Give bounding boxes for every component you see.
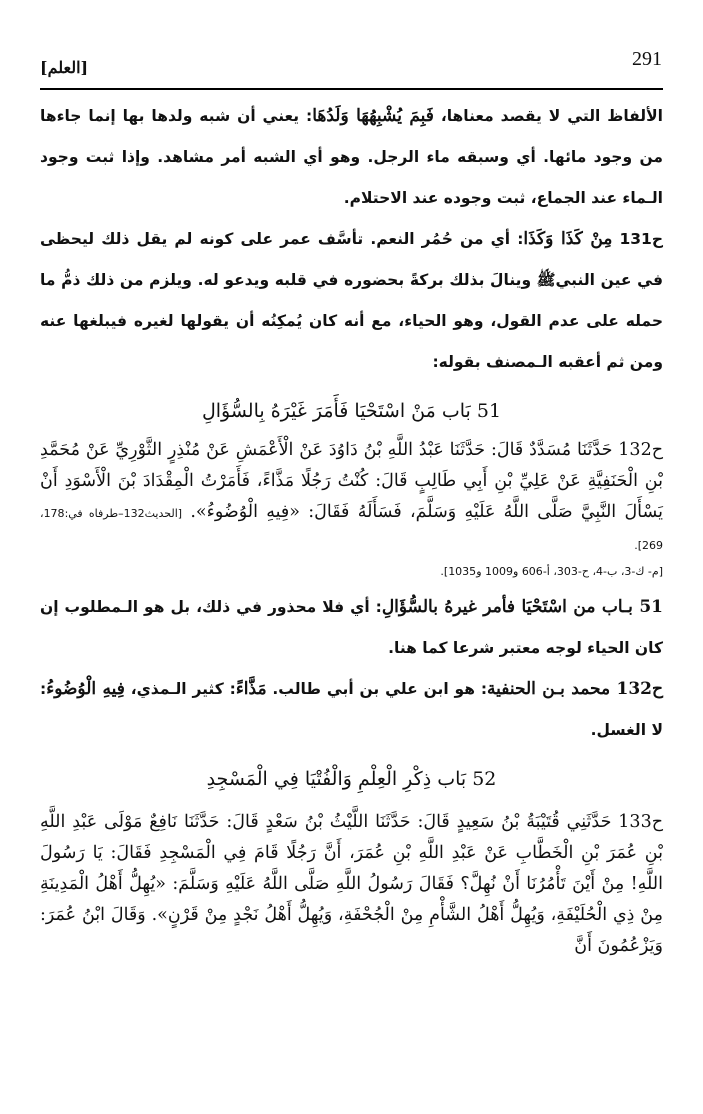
text-run: : كثير الـمذي،	[124, 680, 236, 698]
page-number: 291	[632, 48, 662, 70]
commentary-paragraph	[40, 219, 663, 383]
page-header	[40, 48, 663, 88]
text-run: : أي من حُمُر النعم. تأسَّف عمر على كونه لم يقل ذلك ليحظى في عين النبيﷺ وينالَ بذلك بركةً بحضوره في قلبه ويدعو له. ويلزم من ذلك ذمُّ ما حمله على عدم القول، وهو الحياء، مع أنه كان يُمكِنُه أن يقولها لغيره فيبلغها عنه ومن ثم أعقبه الـمصنف بقوله:	[40, 230, 663, 371]
hadith-body: ح133 حَدَّثَنِي قُتَيْبَةُ بْنُ سَعِيدٍ قَالَ: حَدَّثَنَا اللَّيْثُ بْنُ سَعْدٍ قَالَ: حَدَّثَنَا نَافِعٌ مَوْلَى عَبْدِ اللَّهِ بْنِ عُمَرَ بْنِ الْخَطَّابِ عَنْ عَبْدِ اللَّهِ بْنِ عُمَرَ، أَنَّ رَجُلًا قَامَ فِي الْمَسْجِدِ فَقَالَ: يَا رَسُولَ اللَّهِ! مِنْ أَيْنَ تَأْمُرُنَا أَنْ نُهِلَّ؟ فَقَالَ رَسُولُ اللَّهِ صَلَّى اللَّهُ عَلَيْهِ وَسَلَّمَ: «يُهِلُّ أَهْلُ الْمَدِينَةِ مِنْ ذِي الْحُلَيْفَةِ، وَيُهِلُّ أَهْلُ الشَّأْمِ مِنْ الْجُحْفَةِ، وَيُهِلُّ أَهْلُ نَجْدٍ مِنْ قَرْنٍ». وَقَالَ ابْنُ عُمَرَ: وَيَزْعُمُونَ أَنَّ	[40, 812, 663, 956]
commentary-paragraph	[40, 669, 663, 751]
quoted-phrase: مِنْ كَذَا وَكَذَا	[523, 229, 613, 249]
text-run: : هو ابن علي بن أبي طالب.	[266, 680, 488, 698]
text-run: : أي فلا محذور في ذلك، بل هو الـمطلوب إن كان الحياء لوجه معتبر شرعا كما هنا.	[40, 598, 663, 657]
chapter-heading: 52 بَاب ذِكْرِ الْعِلْمِ وَالْفُتْيَا فِي الْمَسْجِدِ	[206, 768, 497, 790]
header-divider	[40, 88, 663, 90]
commentary-paragraph	[40, 587, 663, 669]
hadith-reference: [الحديث132–طرفاه في:178، 269].	[40, 507, 663, 552]
hadith-body: ح132 حَدَّثَنَا مُسَدَّدٌ قَالَ: حَدَّثَنَا عَبْدُ اللَّهِ بْنُ دَاوُدَ عَنْ الْأَعْمَشِ عَنْ مُنْذِرٍ الثَّوْرِيِّ عَنْ مُحَمَّدِ بْنِ الْحَنَفِيَّةِ عَنْ عَلِيِّ بْنِ أَبِي طَالِبٍ قَالَ: كُنْتُ رَجُلًا مَذَّاءً، فَأَمَرْتُ الْمِقْدَادَ بْنَ الْأَسْوَدِ أَنْ يَسْأَلَ النَّبِيَّ صَلَّى اللَّهُ عَلَيْهِ وَسَلَّمَ، فَسَأَلَهُ فَقَالَ: «فِيهِ الْوُضُوءُ».	[40, 440, 663, 522]
running-title: [العلم]	[40, 58, 89, 77]
text-run: الألفاظ التي لا يقصد معناها،	[433, 107, 663, 125]
text-run: : لا الغسل.	[40, 680, 663, 739]
hadith-text	[40, 807, 663, 962]
quoted-phrase: 51 بـاب من اسْتَحْيَا فأمر غيرهُ بالسُّؤَالِ	[381, 597, 663, 617]
text-run: : يعني أن شبه ولدها بها إنما جاءها من وجود مائها. أي وسبقه ماء الرجل. وهو أي الشبه أمر مشاهد. وإذا ثبت وجود الـماء عند الجماع، ثبت وجوده عند الاحتلام.	[40, 107, 663, 207]
chapter-heading: 51 بَاب مَنْ اسْتَحْيَا فَأَمَرَ غَيْرَهُ بِالسُّؤَالِ	[201, 400, 502, 422]
quoted-phrase: فَبِمَ يُشْبِهُهَا وَلَدُهَا	[312, 106, 434, 126]
quoted-phrase: فِيهِ الْوُضُوءُ	[46, 679, 125, 699]
hadith-number: ح131	[612, 230, 663, 248]
quoted-phrase: مَذَّاءً	[235, 679, 267, 699]
commentary-paragraph	[40, 96, 663, 219]
hadith-text	[40, 435, 663, 561]
hadith-footnote: [م- ك-3، ب-4، ح-303، أ-606 و1009 و1035].	[440, 565, 663, 578]
page-body	[40, 96, 663, 962]
quoted-phrase: ح132 محمد بـن الحنفية	[487, 679, 663, 699]
